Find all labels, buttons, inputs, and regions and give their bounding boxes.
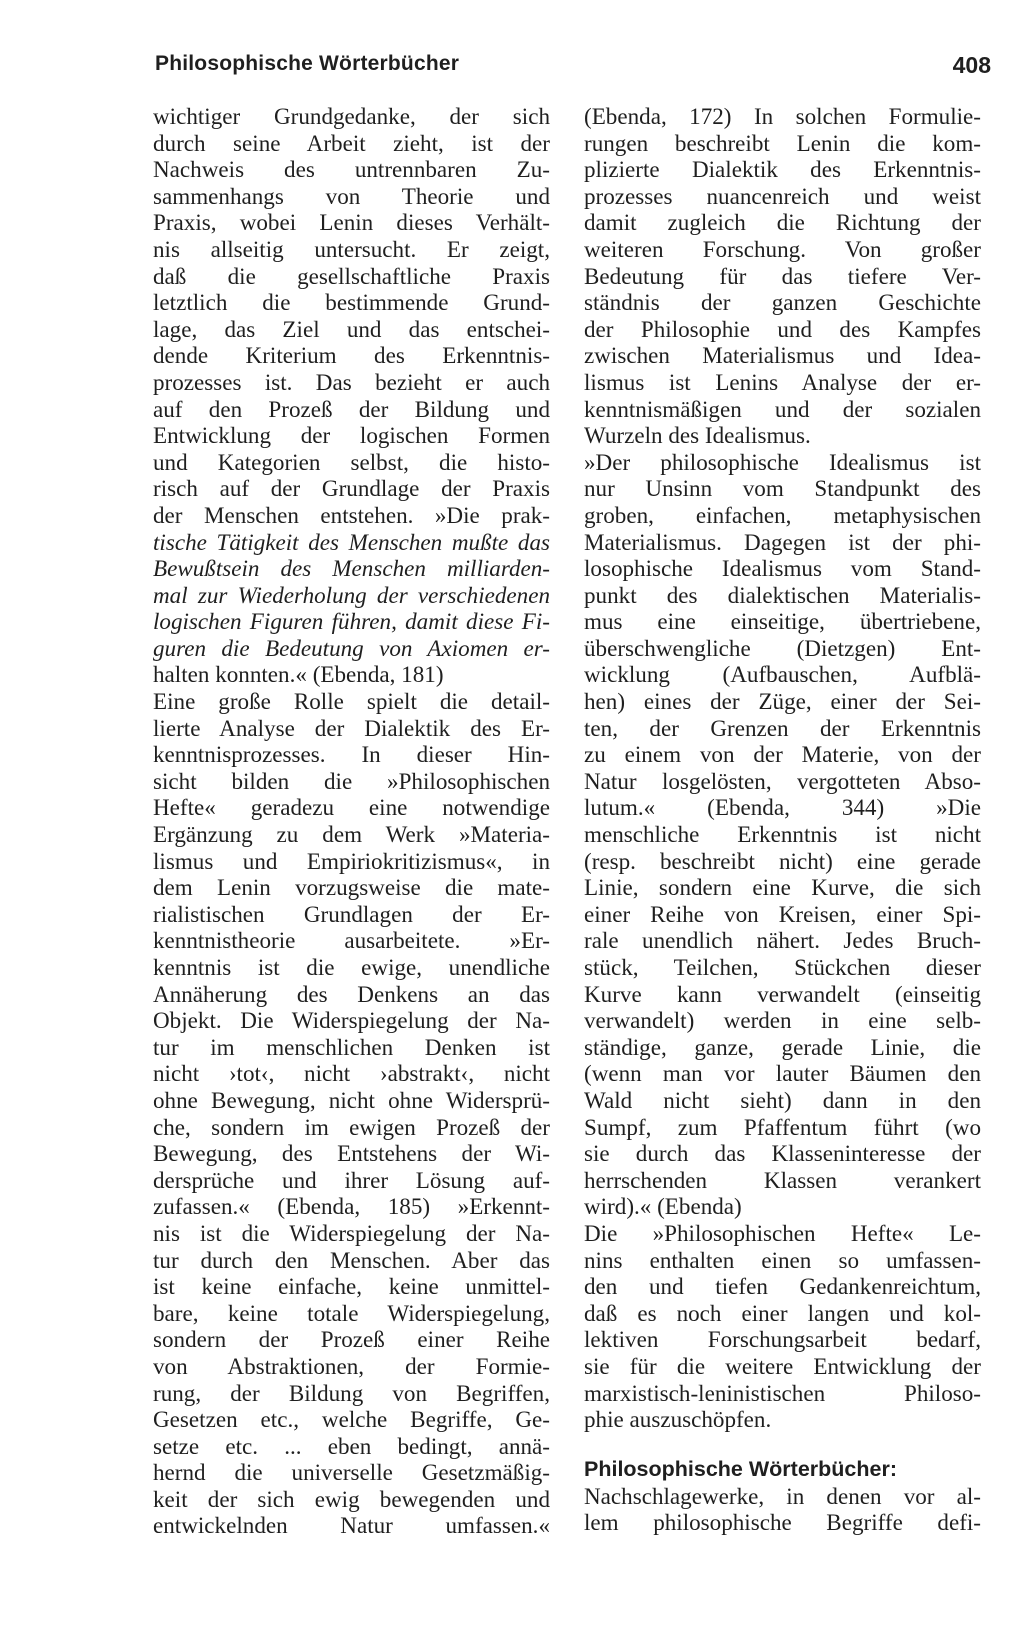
text-line: der Menschen entstehen. »Die prak- <box>153 501 550 528</box>
text-line: hen) eines der Züge, einer der Sei- <box>584 688 981 715</box>
text-line: sie durch das Klasseninteresse der <box>584 1140 981 1167</box>
text-line: rialistischen Grundlagen der Er- <box>153 900 550 927</box>
text-line: lierte Analyse der Dialektik des Er- <box>153 714 550 741</box>
text-line: ständnis der ganzen Geschichte <box>584 289 981 316</box>
text-line: Materialismus. Dagegen ist der phi- <box>584 528 981 555</box>
text-line: halten konnten.« (Ebenda, 181) <box>153 661 444 688</box>
text-line: durch seine Arbeit zieht, ist der <box>153 129 550 156</box>
text-line: tur im menschlichen Denken ist <box>153 1033 550 1060</box>
text-line: mus eine einseitige, übertriebene, <box>584 608 981 635</box>
text-line: Sumpf, zum Pfaffentum führt (wo <box>584 1113 981 1140</box>
text-line: Wald nicht sieht) dann in den <box>584 1086 981 1113</box>
text-line: keit der sich ewig bewegenden und <box>153 1485 550 1512</box>
text-line: kenntnis ist die ewige, unendliche <box>153 954 550 980</box>
text-line: zufassen.« (Ebenda, 185) »Erkennt- <box>153 1193 550 1220</box>
text-line: punkt des dialektischen Materialis- <box>584 581 981 608</box>
text-line: menschliche Erkenntnis ist nicht <box>584 821 981 848</box>
text-line: rale unendlich nähert. Jedes Bruch- <box>584 927 981 954</box>
text-line: setze etc. ... eben bedingt, annä- <box>153 1432 550 1459</box>
text-line: »Der philosophische Idealismus ist <box>584 448 981 475</box>
text-line: auf den Prozeß der Bildung und <box>153 395 550 422</box>
text-line: dersprüche und ihrer Lösung auf- <box>153 1166 550 1193</box>
text-line: sicht bilden die »Philosophischen <box>153 767 550 794</box>
running-head: Philosophische Wörterbücher <box>155 52 460 75</box>
text-line: prozesses ist. Das bezieht er auch <box>153 368 550 395</box>
text-line: Gesetzen etc., welche Begriffe, Ge- <box>153 1406 550 1433</box>
text-line: Hefte« geradezu eine notwendige <box>153 794 550 821</box>
entry-text-line: Nachschlagewerke, in denen vor al- <box>584 1482 981 1509</box>
text-line: Praxis, wobei Lenin dieses Verhält- <box>153 209 550 236</box>
text-line: den und tiefen Gedankenreichtum, <box>584 1273 981 1300</box>
text-line: der Philosophie und des Kampfes <box>584 315 981 342</box>
text-line: Eine große Rolle spielt die detail- <box>153 688 550 715</box>
text-line: sondern der Prozeß einer Reihe <box>153 1326 550 1353</box>
text-line: zwischen Materialismus und Idea- <box>584 342 981 369</box>
text-line: Bewegung, des Entstehens der Wi- <box>153 1140 550 1167</box>
text-line: losophische Idealismus vom Stand- <box>584 555 981 582</box>
text-line: prozesses nuancenreich und weist <box>584 182 981 209</box>
text-line: (wenn man vor lauter Bäumen den <box>584 1060 981 1087</box>
text-line: phie auszuschöpfen. <box>584 1406 772 1433</box>
text-line: lutum.« (Ebenda, 344) »Die <box>584 794 981 821</box>
text-line: stück, Teilchen, Stückchen dieser <box>584 954 981 980</box>
text-line: Kurve kann verwandelt (einseitig <box>584 980 981 1007</box>
text-line: nicht ›tot‹, nicht ›abstrakt‹, nicht <box>153 1060 550 1087</box>
text-line: ist keine einfache, keine unmittel- <box>153 1273 550 1300</box>
text-line: lismus und Empiriokritizismus«, in <box>153 847 550 874</box>
right-column <box>584 103 981 1536</box>
text-line: mal zur Wiederholung der verschiedenen <box>153 581 550 608</box>
text-line: herrschenden Klassen verankert <box>584 1166 981 1193</box>
text-line: guren die Bedeutung von Axiomen er- <box>153 634 550 661</box>
text-line: hernd die universelle Gesetzmäßig- <box>153 1459 550 1486</box>
text-line: kenntnismäßigen und der sozialen <box>584 395 981 422</box>
text-line: rung, der Bildung von Begriffen, <box>153 1379 550 1406</box>
text-line: Die »Philosophischen Hefte« Le- <box>584 1219 981 1246</box>
text-line: Bedeutung für das tiefere Ver- <box>584 262 981 289</box>
text-line: lektiven Forschungsarbeit bedarf, <box>584 1326 981 1353</box>
text-line: nur Unsinn vom Standpunkt des <box>584 475 981 502</box>
text-line: sie für die weitere Entwicklung der <box>584 1352 981 1379</box>
text-line: plizierte Dialektik des Erkenntnis- <box>584 156 981 183</box>
text-line: von Abstraktionen, der Formie- <box>153 1352 550 1379</box>
left-column <box>153 103 550 1539</box>
text-line: bare, keine totale Widerspiegelung, <box>153 1299 550 1326</box>
text-line: (resp. beschreibt nicht) eine gerade <box>584 847 981 874</box>
text-line: daß die gesellschaftliche Praxis <box>153 262 550 289</box>
text-line: Bewußtsein des Menschen milliarden- <box>153 555 550 582</box>
text-line: daß es noch einer langen und kol- <box>584 1299 981 1326</box>
page-number: 408 <box>952 52 991 78</box>
text-line: sammenhangs von Theorie und <box>153 182 550 209</box>
text-line: Objekt. Die Widerspiegelung der Na- <box>153 1007 550 1034</box>
text-line: überschwengliche (Dietzgen) Ent- <box>584 634 981 661</box>
text-line: Ergänzung zu dem Werk »Materia- <box>153 821 550 848</box>
text-line: kenntnistheorie ausarbeitete. »Er- <box>153 927 550 954</box>
text-line: ständige, ganze, gerade Linie, die <box>584 1033 981 1060</box>
text-line: ohne Bewegung, nicht ohne Widersprü- <box>153 1086 550 1113</box>
text-line: logischen Figuren führen, damit diese Fi- <box>153 608 550 635</box>
text-line: lismus ist Lenins Analyse der er- <box>584 368 981 395</box>
text-line: entwickelnden Natur umfassen.« <box>153 1512 550 1539</box>
text-line: damit zugleich die Richtung der <box>584 209 981 236</box>
text-line: tur durch den Menschen. Aber das <box>153 1246 550 1273</box>
text-line: zu einem von der Materie, von der <box>584 741 981 768</box>
text-line: risch auf der Grundlage der Praxis <box>153 475 550 502</box>
text-line: Wurzeln des Idealismus. <box>584 422 811 449</box>
page-header <box>155 52 991 86</box>
text-line: nis allseitig untersucht. Er zeigt, <box>153 235 550 262</box>
text-line: rungen beschreibt Lenin die kom- <box>584 129 981 156</box>
text-line: Annäherung des Denkens an das <box>153 980 550 1007</box>
text-line: einer Reihe von Kreisen, einer Spi- <box>584 900 981 927</box>
text-line: nins enthalten einen so umfassen- <box>584 1246 981 1273</box>
text-line: Linie, sondern eine Kurve, die sich <box>584 874 981 901</box>
text-line: weiteren Forschung. Von großer <box>584 235 981 262</box>
text-line: nis ist die Widerspiegelung der Na- <box>153 1219 550 1246</box>
text-line: wird).« (Ebenda) <box>584 1193 742 1220</box>
text-line: verwandelt) werden in eine selb- <box>584 1007 981 1034</box>
text-line: Entwicklung der logischen Formen <box>153 422 550 449</box>
text-line: tische Tätigkeit des Menschen mußte das <box>153 528 550 555</box>
text-line: kenntnisprozesses. In dieser Hin- <box>153 741 550 768</box>
text-line: ten, der Grenzen der Erkenntnis <box>584 714 981 741</box>
text-line: (Ebenda, 172) In solchen Formulie- <box>584 103 981 129</box>
text-line: lage, das Ziel und das entschei- <box>153 315 550 342</box>
text-line: wicklung (Aufbauschen, Aufblä- <box>584 661 981 688</box>
text-line: wichtiger Grundgedanke, der sich <box>153 103 550 129</box>
text-line: dende Kriterium des Erkenntnis- <box>153 342 550 369</box>
text-line: und Kategorien selbst, die histo- <box>153 448 550 475</box>
text-line: marxistisch-leninistischen Philoso- <box>584 1379 981 1406</box>
text-line: che, sondern im ewigen Prozeß der <box>153 1113 550 1140</box>
text-line: dem Lenin vorzugsweise die mate- <box>153 874 550 901</box>
text-line: Natur losgelösten, vergotteten Abso- <box>584 767 981 794</box>
text-line: Nachweis des untrennbaren Zu- <box>153 156 550 183</box>
entry-text-line: lem philosophische Begriffe defi- <box>584 1509 981 1536</box>
entry-headword: Philosophische Wörterbücher: <box>584 1456 897 1481</box>
text-line: groben, einfachen, metaphysischen <box>584 501 981 528</box>
text-line: letztlich die bestimmende Grund- <box>153 289 550 316</box>
